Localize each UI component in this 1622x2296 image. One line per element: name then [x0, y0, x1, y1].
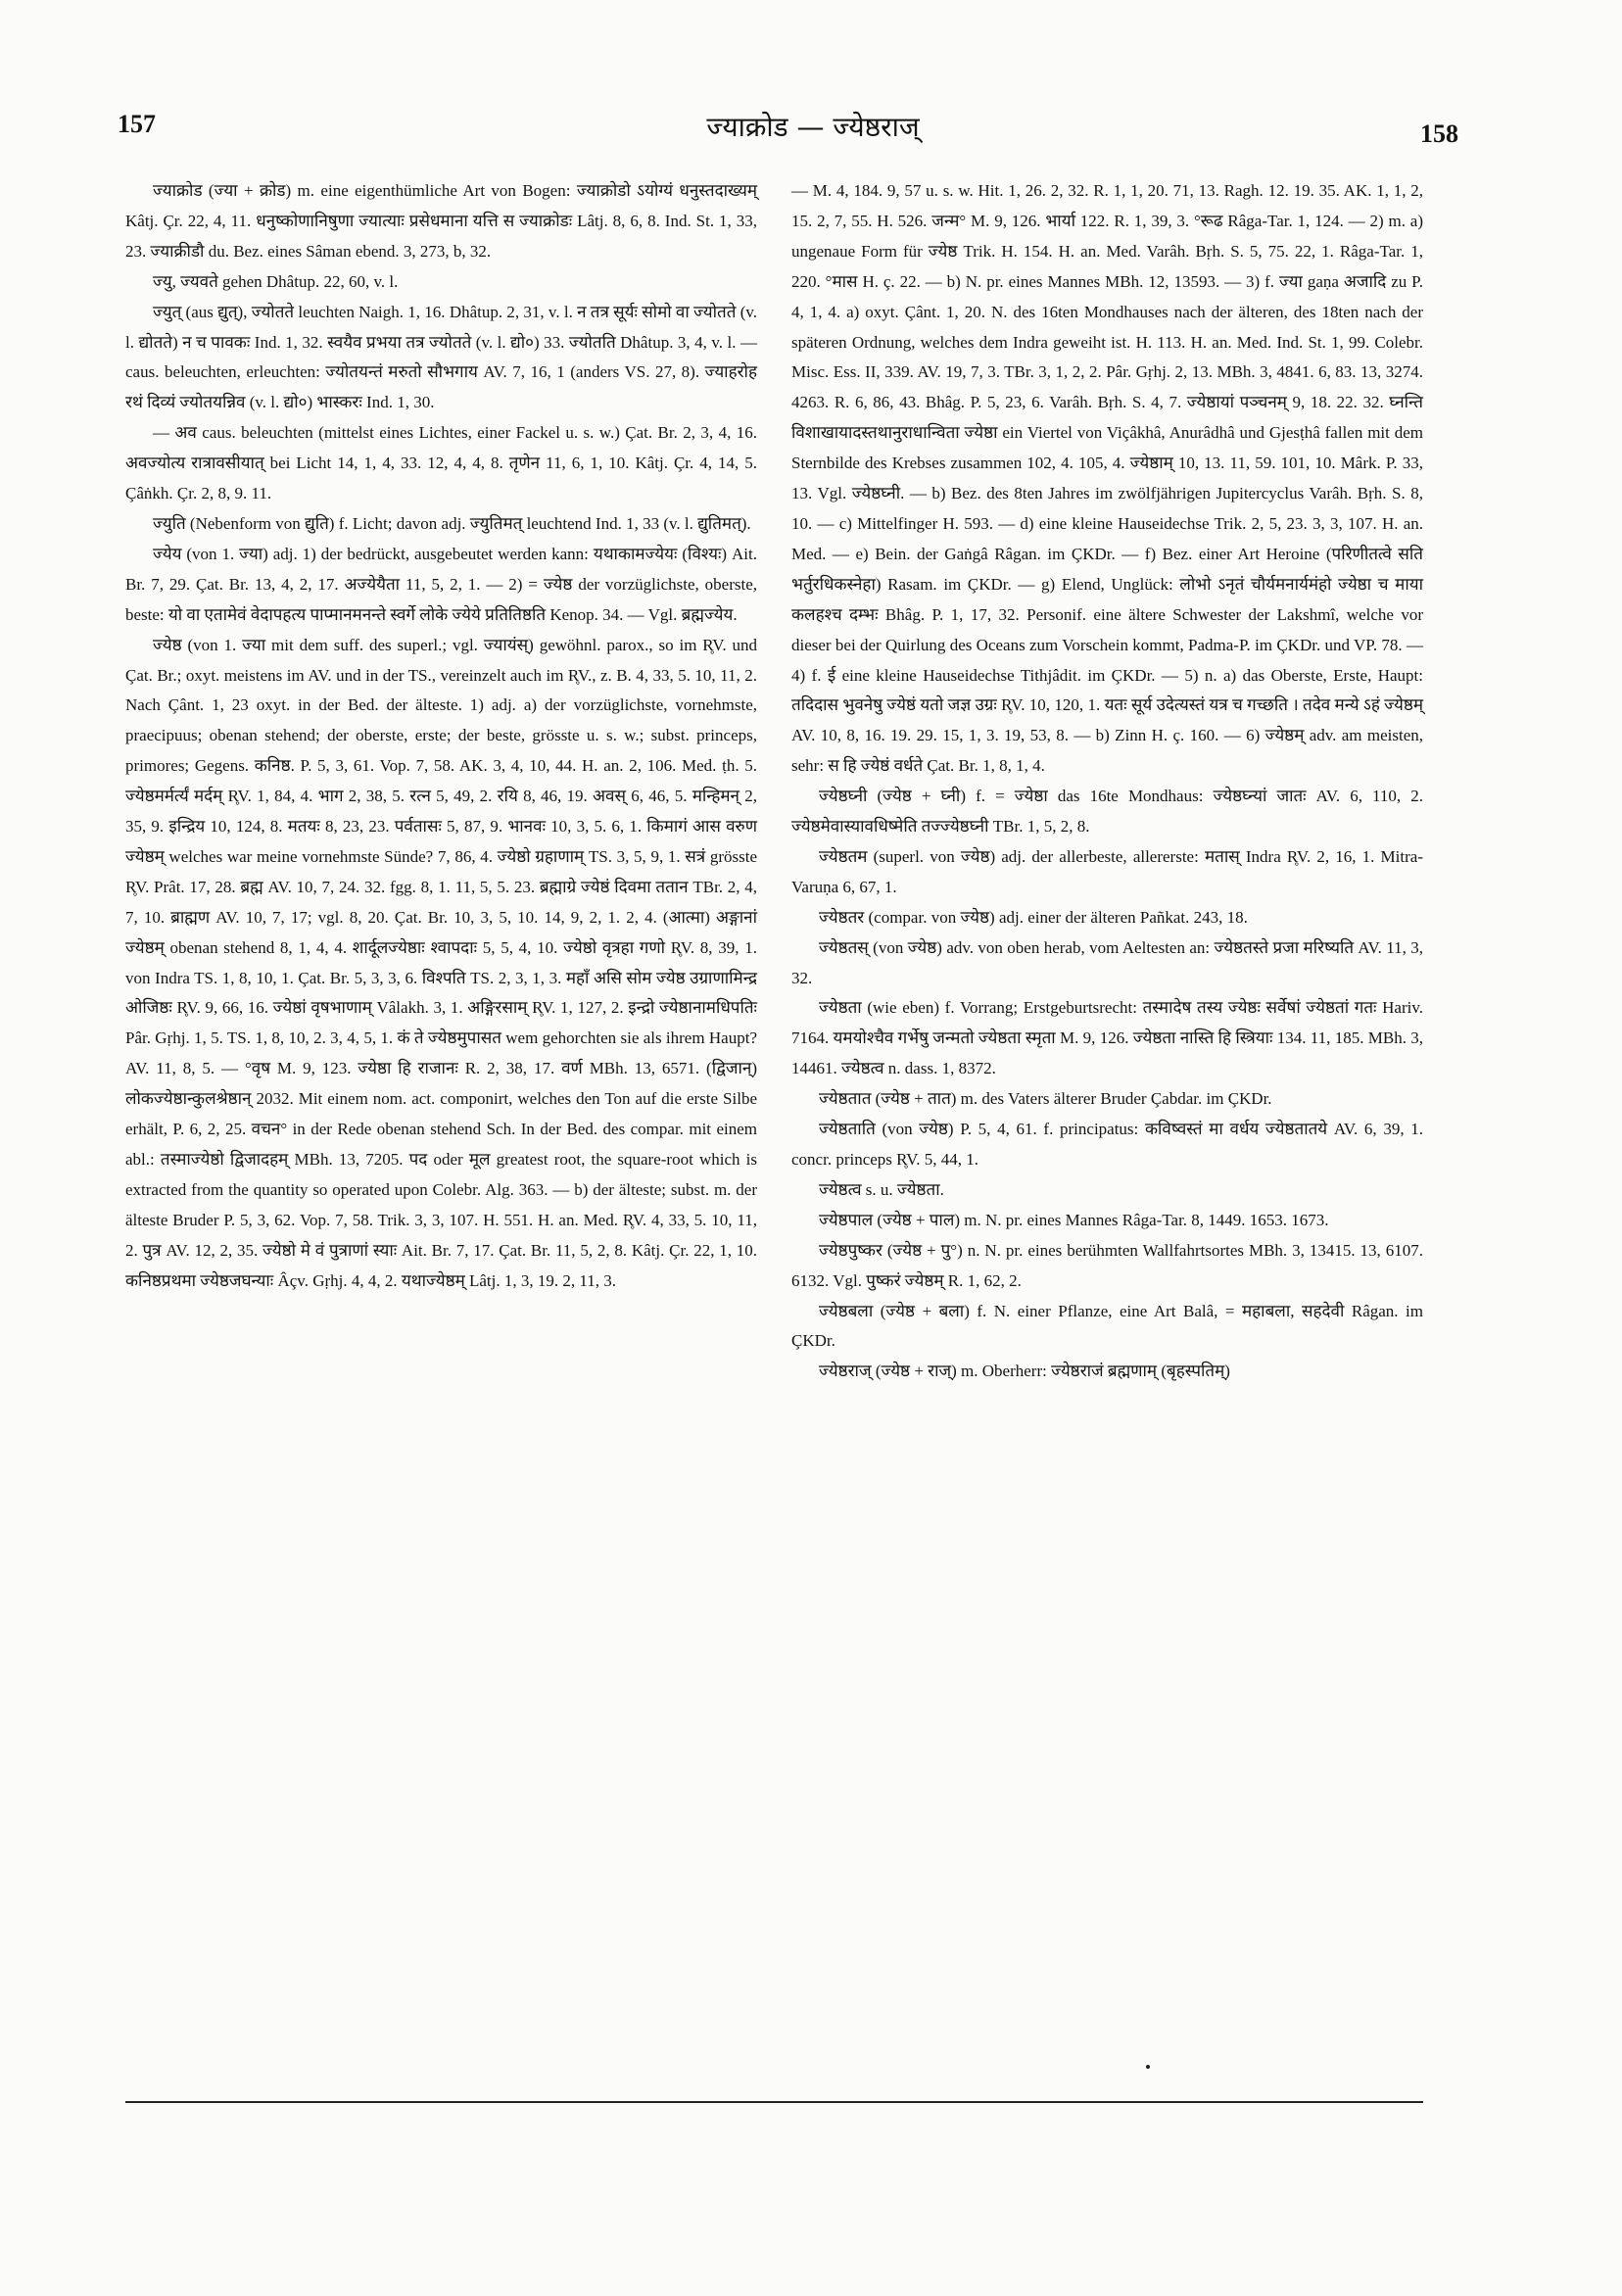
entry-jyeya: ज्येय (von 1. ज्या) adj. 1) der bedrückt, ausgebeutet werden kann: यथाकामज्येयः (विश्यः) Ait. Br. 7, 29. Çat. Br. 13, 4, 2, 17. अज्येयैता 11, 5, 2, 1. — 2) = ज्येष्ठ der vorzüglichste, oberste, beste: यो वा एतामेवं वेदापहत्य पाप्मानमनन्ते स्वर्गे लोके ज्येये प्रतितिष्ठति Kenop. 34. — Vgl. ब्रह्मज्येय. — [125, 544, 757, 624]
ink-dot — [1146, 2065, 1150, 2069]
entry-jyuti: ज्युति (Nebenform von द्युति) f. Licht; davon adj. ज्युतिमत् leuchtend Ind. 1, 33 (v. l. द्युतिमत्). — [153, 513, 751, 533]
entry-jyakroda: ज्याक्रोड (ज्या + क्रोड) m. eine eigenthümliche Art von Bogen: ज्याक्रोडो ऽयोग्यं धनुस्तदाख्यम् Kâtj. Çr. 22, 4, 11. धनुष्कोणानिषुणा ज्यात्याः प्रसेधमाना यत्ति स ज्याक्रोडः Lâtj. 8, 6, 8. Ind. St. 1, 33, 23. ज्याक्रीडौ du. Bez. eines Sâman ebend. 3, 273, b, 32. — [125, 181, 757, 261]
entry-ava-caus: — अव caus. beleuchten (mittelst eines Lichtes, einer Fackel u. s. w.) Çat. Br. 2, 3, 4, 16. अवज्योत्य रात्रावसीयात् bei Licht 14, 1, 4, 33. 12, 4, 4, 8. तृणेन 11, 6, 1, 10. Kâtj. Çr. 4, 14, 5. Çâṅkh. Çr. 2, 8, 9. 11. — [125, 423, 757, 503]
entry-jyeshtha-cont: — M. 4, 184. 9, 57 u. s. w. Hit. 1, 26. 2, 32. R. 1, 1, 20. 71, 13. Ragh. 12. 19. 35. AK. 1, 1, 2, 15. 2, 7, 55. H. 526. जन्म° M. 9, 126. भार्या 122. R. 1, 39, 3. °रूढ Râga-Tar. 1, 124. — 2) m. a) ungenaue Form für ज्येष्ठ Trik. H. 154. H. an. Med. Varâh. Bṛh. S. 5, 75. 22, 1. Râga-Tar. 1, 220. °मास H. ç. 22. — b) N. pr. eines Mannes MBh. 12, 13593. — 3) f. ज्या gaṇa अजादि zu P. 4, 1, 4. a) oxyt. Çânt. 1, 20. N. des 16ten Mondhauses nach der älteren, des 18ten nach der späteren Ordnung, welches dem Indra geweiht ist. H. 113. H. an. Med. Ind. St. 1, 99. Colebr. Misc. Ess. II, 339. AV. 19, 7, 3. TBr. 3, 1, 2, 2. Pâr. Gṛhj. 2, 13. MBh. 3, 4841. 6, 83. 13, 3274. 4263. R. 6, 86, 43. Bhâg. P. 5, 23, 6. Varâh. Bṛh. S. 4, 7. ज्येष्ठायां पञ्चनम् 9, 18. 22. 32. घ्नन्ति विशाखायादस्तथानुराधान्विता ज्येष्ठा ein Viertel von Viçâkhâ, Anurâdhâ und Gjesṭhâ fallen mit dem Sternbilde des Krebses zusammen 102, 4. 105, 4. ज्येष्ठाम् 10, 13. 11, 59. 101, 10. Mârk. P. 33, 13. Vgl. ज्येष्ठघ्नी. — b) Bez. des 8ten Jahres im zwölfjährigen Jupitercyclus Varâh. Bṛh. S. 8, 10. — c) Mittelfinger H. 593. — d) eine kleine Hauseidechse Trik. 2, 5, 23. 3, 3, 107. H. an. Med. — e) Bein. der Gaṅgâ Râgan. im ÇKDr. — f) Bez. einer Art Heroine (परिणीतत्वे सति भर्तुरधिकस्नेहा) Rasam. im ÇKDr. — g) Elend, Unglück: लोभो ऽनृतं चौर्यमनार्यमंहो ज्येष्ठा च माया कलहश्च दम्भः Bhâg. P. 1, 17, 32. Personif. eine ältere Schwester der Lakshmî, welche vor dieser bei der Quirlung des Oceans zum Vorschein kommt, Padma-P. im ÇKDr. und VP. 78. — 4) f. ई eine kleine Hauseidechse Tithjâdit. im ÇKDr. — 5) n. a) das Oberste, Erste, Haupt: तदिदास भुवनेषु ज्येष्ठं यतो जज्ञ उग्रः R̥V. 10, 120, 1. यतः सूर्य उदेत्यस्तं यत्र च गच्छति । तदेव मन्ये ऽहं ज्येष्ठम् AV. 10, 8, 16. 19. 29. 15, 1, 3. 19, 53, 8. — b) Zinn H. ç. 160. — 6) ज्येष्ठम् adv. am meisten, sehr: स हि ज्येष्ठं वर्धते Çat. Br. 1, 8, 1, 4. — [791, 181, 1423, 776]
entry-jyeshthata: ज्येष्ठता (wie eben) f. Vorrang; Erstgeburtsrecht: तस्मादेष तस्य ज्येष्ठः सर्वेषां ज्येष्ठतां गतः Hariv. 7164. यमयोश्चैव गर्भेषु जन्मतो ज्येष्ठता स्मृता M. 9, 126. ज्येष्ठता नास्ति हि स्त्रियाः 134. 11, 185. MBh. 3, 14461. ज्येष्ठत्व n. dass. 1, 8372. — [791, 998, 1423, 1078]
entry-jyeshthatama: ज्येष्ठतम (superl. von ज्येष्ठ) adj. der allerbeste, allererste: मतास् Indra R̥V. 2, 16, 1. Mitra-Varuṇa 6, 67, 1. — [791, 846, 1423, 896]
page-number-left: 157 — [118, 110, 156, 138]
entry-jyeshthatata: ज्येष्ठतात (ज्येष्ठ + तात) m. des Vaters älterer Bruder Çabdar. im ÇKDr. — [819, 1089, 1272, 1109]
entry-jyeshthatati: ज्येष्ठताति (von ज्येष्ठ) P. 5, 4, 61. f. principatus: कविष्वस्तं मा वर्धय ज्येष्ठतातये AV. 6, 39, 1. concr. princeps R̥V. 5, 44, 1. — [791, 1120, 1423, 1169]
entry-jyeshtharaj: ज्येष्ठराज् (ज्येष्ठ + राज्) m. Oberherr: ज्येष्ठराजं ब्रह्मणाम् (बृहस्पतिम्) — [819, 1362, 1230, 1381]
entry-jyeshthapushkara: ज्येष्ठपुष्कर (ज्येष्ठ + पु°) n. N. pr. eines berühmten Wallfahrtsortes MBh. 3, 13415. 13, 6107. 6132. Vgl. पुष्करं ज्येष्ठम् R. 1, 62, 2. — [791, 1240, 1423, 1290]
entry-jyeshthatas: ज्येष्ठतस् (von ज्येष्ठ) adv. von oben herab, vom Aeltesten an: ज्येष्ठतस्ते प्रजा मरिष्यति AV. 11, 3, 32. — [791, 937, 1423, 987]
entry-jyeshthatva: ज्येष्ठत्व s. u. ज्येष्ठता. — [819, 1179, 944, 1199]
entry-jyu: ज्यु, ज्यवते gehen Dhâtup. 22, 60, v. l. — [153, 271, 399, 291]
entry-jyeshthabala: ज्येष्ठबला (ज्येष्ठ + बला) f. N. einer Pflanze, eine Art Balâ, = महाबला, सहदेवी Râgan. im ÇKDr. — [791, 1301, 1423, 1351]
right-column — [791, 176, 1423, 1387]
entry-jyeshthaghni: ज्येष्ठघ्नी (ज्येष्ठ + घ्नी) f. = ज्येष्ठा das 16te Mondhaus: ज्येष्ठघ्न्यां जातः AV. 6, 110, 2. ज्येष्ठमेवास्यावधिष्मेति तज्ज्येष्ठघ्नी TBr. 1, 5, 2, 8. — [791, 787, 1423, 837]
entry-jyeshthapala: ज्येष्ठपाल (ज्येष्ठ + पाल) m. N. pr. eines Mannes Râga-Tar. 8, 1449. 1653. 1673. — [819, 1210, 1329, 1229]
left-column — [125, 176, 757, 1297]
entry-jyut: ज्युत् (aus द्युत्), ज्योतते leuchten Naigh. 1, 16. Dhâtup. 2, 31, v. l. न तत्र सूर्यः सोमो वा ज्योतते (v. l. द्योतते) न च पावकः Ind. 1, 32. स्वयैव प्रभया तत्र ज्योतते (v. l. द्यो०) 33. ज्योतति Dhâtup. 3, 4, v. l. — caus. beleuchten, erleuchten: ज्योतयन्तं मरुतो सौभगाय AV. 7, 16, 1 (anders VS. 27, 8). ज्याहरोह रथं दिव्यं ज्योतयन्निव (v. l. द्यो०) भास्करः Ind. 1, 30. — [125, 302, 757, 412]
page-number-right: 158 — [1420, 120, 1458, 148]
entry-jyeshthatara: ज्येष्ठतर (compar. von ज्येष्ठ) adj. einer der älteren Pañkat. 243, 18. — [819, 907, 1248, 927]
entry-jyeshtha: ज्येष्ठ (von 1. ज्या mit dem suff. des superl.; vgl. ज्यायंस्) gewöhnl. parox., so im R̥V. und Çat. Br.; oxyt. meistens im AV. und in der TS., vereinzelt auch im R̥V., z. B. 4, 33, 5. 10, 11, 2. Nach Çânt. 1, 23 oxyt. in der Bed. der älteste. 1) adj. a) der vorzüglichste, vornehmste, praecipuus; obenan stehend; der oberste, erste; der beste, grösste u. s. w.; subst. princeps, primores; Gegens. कनिष्ठ. P. 5, 3, 61. Vop. 7, 58. AK. 3, 4, 10, 44. H. an. 2, 106. Med. ṭh. 5. ज्येष्ठमर्मर्त्यं मर्दम् R̥V. 1, 84, 4. भाग 2, 38, 5. रत्न 5, 49, 2. रयि 8, 46, 19. अवस् 6, 46, 5. मन्हिमन् 2, 35, 9. इन्द्रिय 10, 124, 8. मतयः 8, 23, 23. पर्वतासः 5, 87, 9. भानवः 10, 3, 5. 6, 1. किमागं आस वरुण ज्येष्ठम् welches war meine vornehmste Sünde? 7, 86, 4. ज्येष्ठो ग्रहाणाम् TS. 3, 5, 9, 1. सत्रं grösste R̥V. Prât. 17, 28. ब्रह्म AV. 10, 7, 24. 32. fgg. 8, 1. 11, 5, 5. 23. ब्रह्माग्रे ज्येष्ठं दिवमा ततान TBr. 2, 4, 7, 10. ब्राह्मण AV. 10, 7, 17; vgl. 8, 20. Çat. Br. 10, 3, 5, 10. 14, 9, 2, 1. 2, 4. (आत्मा) अङ्गानां ज्येष्ठम् obenan stehend 8, 1, 4, 4. शार्दूलज्येष्ठाः श्वापदाः 5, 5, 4, 10. ज्येष्ठो वृत्रहा गणो R̥V. 8, 39, 1. von Indra TS. 1, 8, 10, 1. Çat. Br. 5, 3, 3, 6. विश्पति TS. 2, 3, 1, 3. महाँ असि सोम ज्येष्ठ उग्राणामिन्द्र ओजिष्ठः R̥V. 9, 66, 16. ज्येष्ठां वृषभाणाम् Vâlakh. 3, 1. अङ्गिरसाम् R̥V. 1, 127, 2. इन्द्रो ज्येष्ठानामधिपतिः Pâr. Gṛhj. 1, 5. TS. 1, 8, 10, 2. 3, 4, 5, 1. कं ते ज्येष्ठमुपासत wem gehorchten sie als ihrem Haupt? AV. 11, 8, 5. — °वृष M. 9, 123. ज्येष्ठा हि राजानः R. 2, 38, 17. वर्ण MBh. 13, 6571. (द्विजान्) लोकज्येष्ठान्कुलश्रेष्ठान् 2032. Mit einem nom. act. componirt, welches den Ton auf die erste Silbe erhält, P. 6, 2, 25. वचन° in der Rede obenan stehend Sch. In der Bed. des compar. mit einem abl.: तस्माज्येष्ठो द्विजादहम् MBh. 13, 7205. पद oder मूल greatest root, the square-root which is extracted from the quantity so operated upon Colebr. Alg. 363. — b) der älteste; subst. m. der älteste Bruder P. 5, 3, 62. Vop. 7, 58. Trik. 3, 3, 107. H. 551. H. an. Med. R̥V. 4, 33, 5. 10, 11, 2. पुत्र AV. 12, 2, 35. ज्येष्ठो मे वं पुत्राणां स्याः Ait. Br. 7, 17. Çat. Br. 11, 5, 2, 8. Kâtj. Çr. 22, 1, 10. कनिष्ठप्रथमा ज्येष्ठजघन्याः Âçv. Gṛhj. 4, 4, 2. यथाज्येष्ठम् Lâtj. 1, 3, 19. 2, 11, 3. — [125, 635, 757, 1290]
bottom-rule — [125, 2101, 1423, 2103]
running-head: ज्याक्रोड — ज्येष्ठराज् — [706, 111, 920, 143]
